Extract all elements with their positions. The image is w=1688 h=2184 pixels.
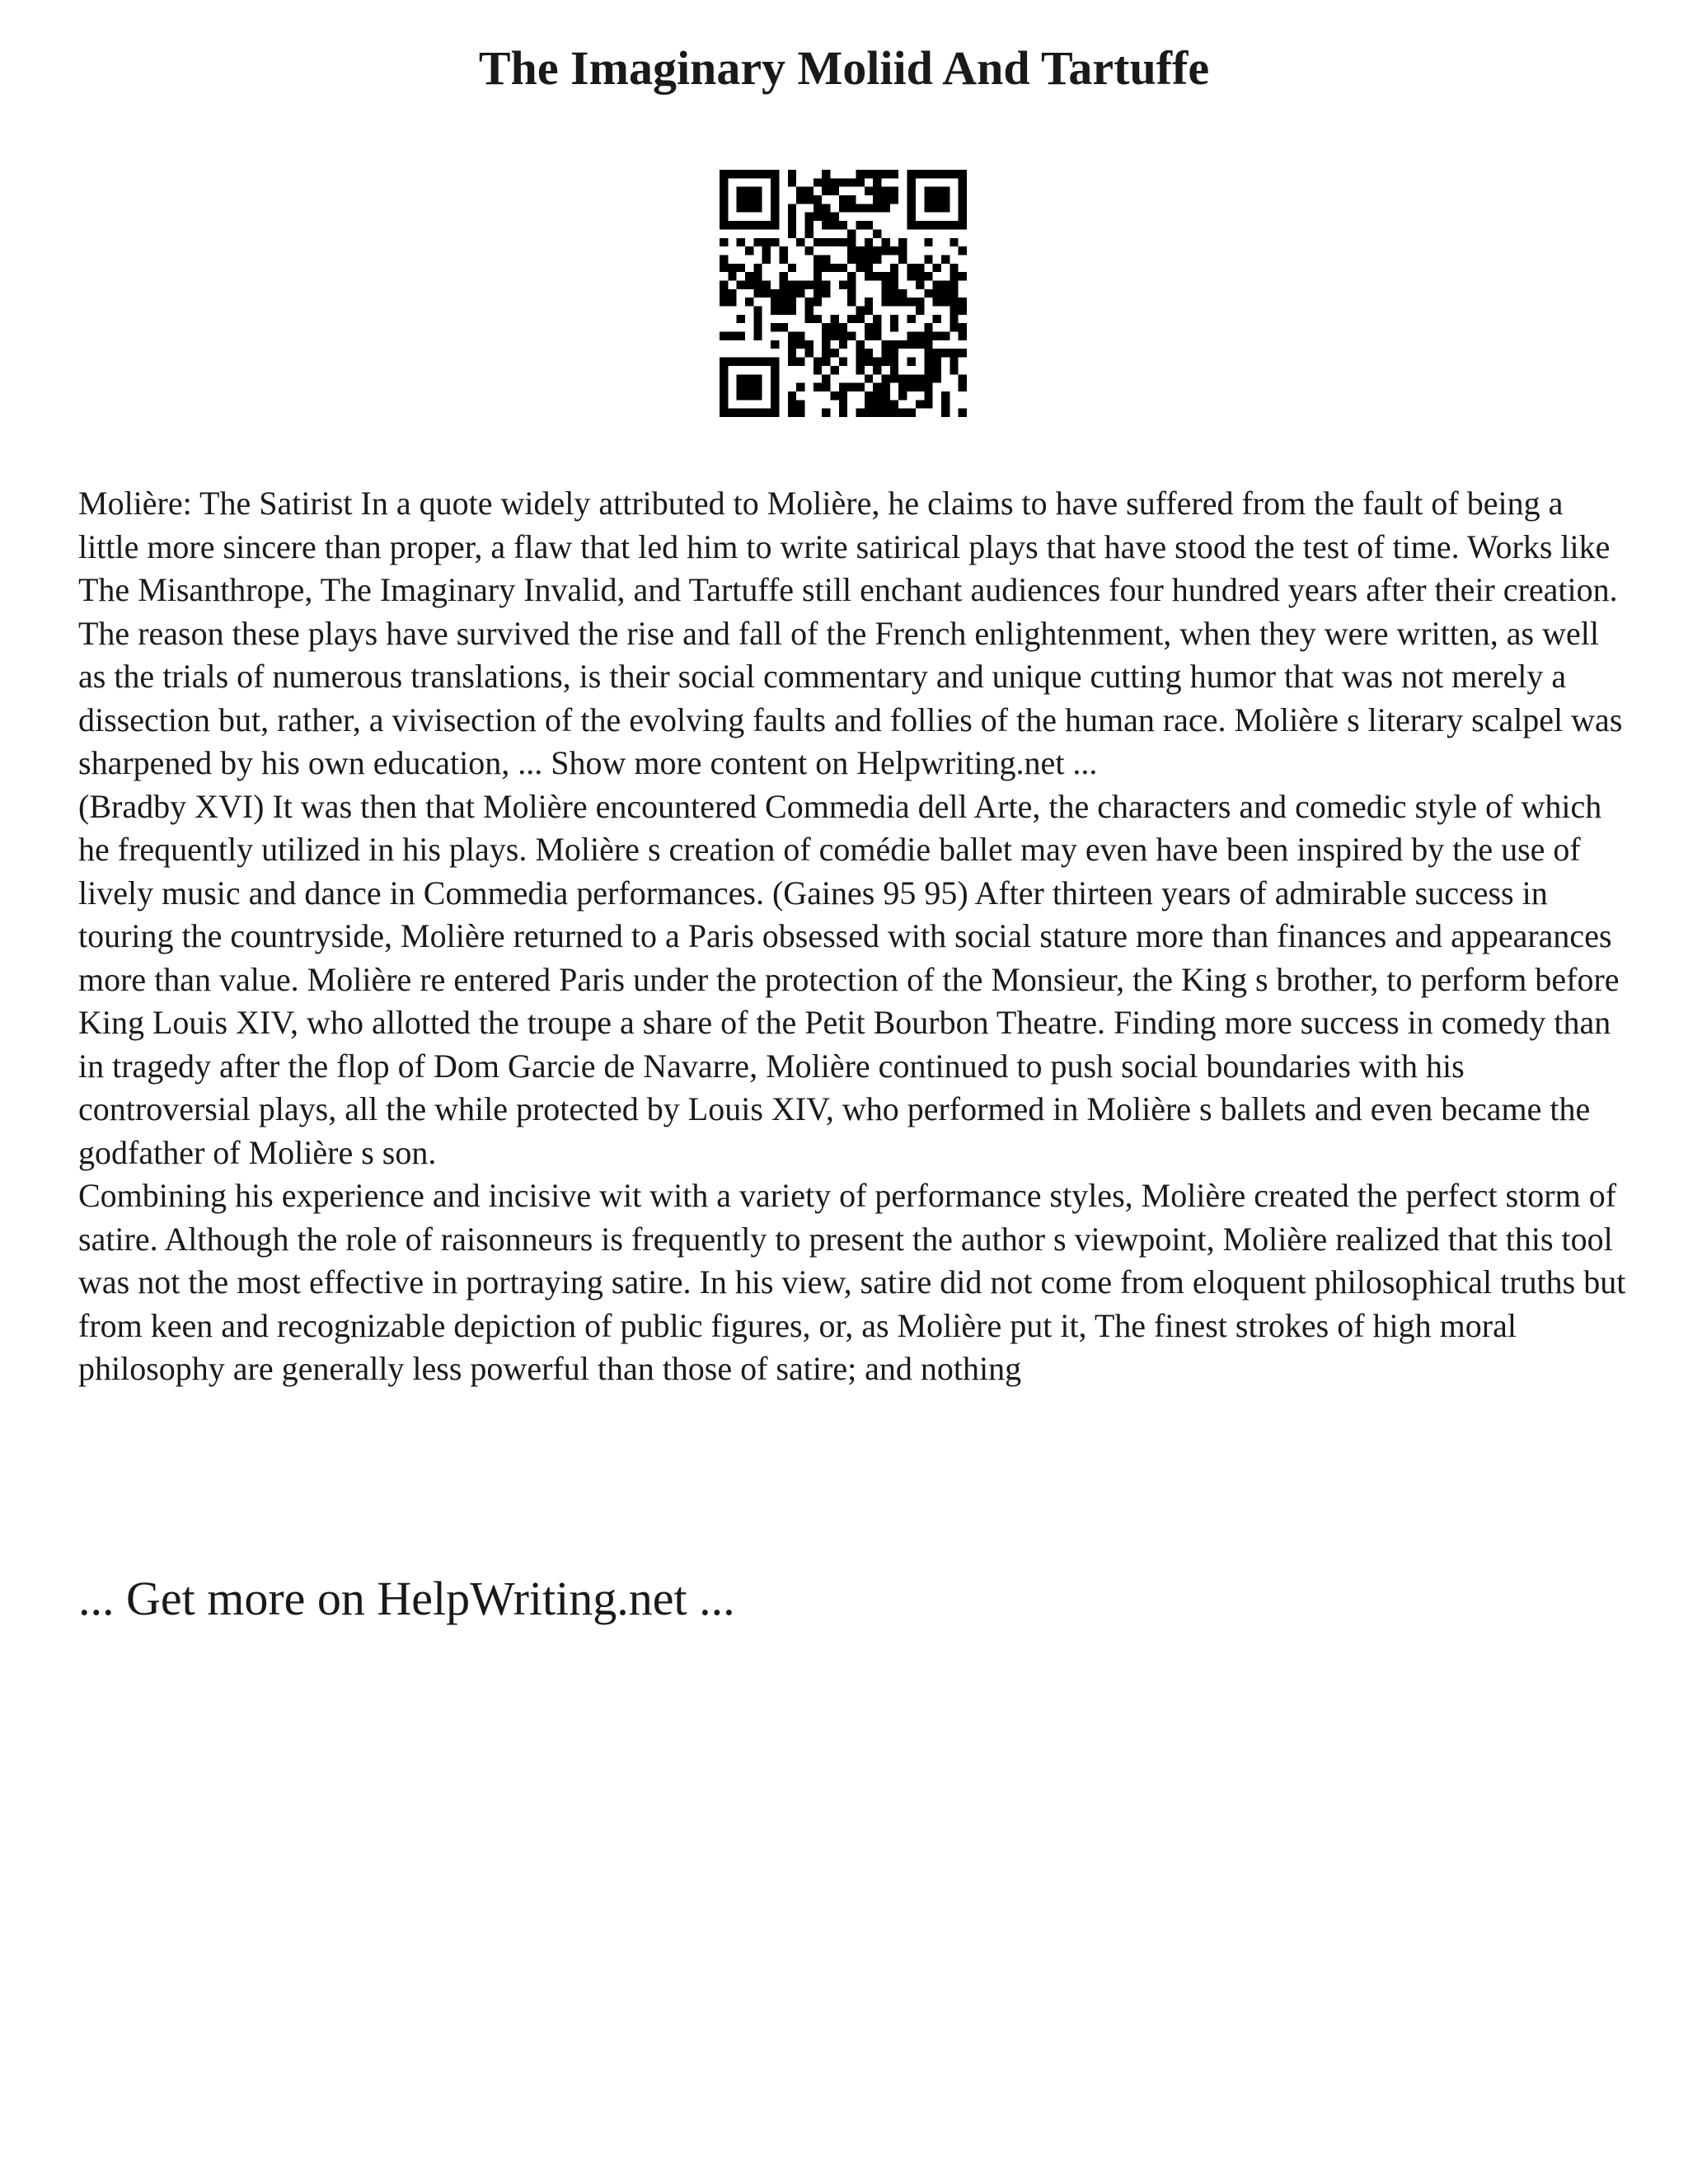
document-title: The Imaginary Moliid And Tartuffe (478, 41, 1210, 95)
paragraph: Molière: The Satirist In a quote widely attributed to Molière, he claims to have suffered from the fault of being a little more sincere than proper, a flaw that led him to write satirical plays that have stood the test of time. Works like The Misanthrope, The Imaginary Invalid, and Tartuffe still enchant audiences four hundred years after their creation. The reason these plays have survived the rise and fall of the French enlightenment, when they were written, as well as the trials of numerous translations, is their social commentary and unique cutting humor that was not merely a dissection but, rather, a vivisection of the evolving faults and follies of the human race. Molière s literary scalpel was sharpened by his own education, ... Show more content on Helpwriting.net ... (78, 485, 1623, 781)
qr-code-icon[interactable] (720, 170, 967, 417)
paragraph: Combining his experience and incisive wit with a variety of performance styles, Molière created the perfect storm of satire. Although the role of raisonneurs is frequently to present the author s viewpoint, Molière realized that this tool was not the most effective in portraying satire. In his view, satire did not come from eloquent philosophical truths but from keen and recognizable depiction of public figures, or, as Molière put it, The finest strokes of high moral philosophy are generally less powerful than those of satire; and nothing (78, 1177, 1626, 1387)
article-body (78, 482, 1628, 1391)
get-more-link[interactable]: ... Get more on HelpWriting.net ... (78, 1572, 735, 1625)
qr-code-graphic (720, 170, 967, 417)
paragraph: (Bradby XVI) It was then that Molière encountered Commedia dell Arte, the characters and comedic style of which he frequently utilized in his plays. Molière s creation of comédie ballet may even have been inspired by the use of lively music and dance in Commedia performances. (Gaines 95 95) After thirteen years of admirable success in touring the countryside, Molière returned to a Paris obsessed with social stature more than finances and appearances more than value. Molière re entered Paris under the protection of the Monsieur, the King s brother, to perform before King Louis XIV, who allotted the troupe a share of the Petit Bourbon Theatre. Finding more success in comedy than in tragedy after the flop of Dom Garcie de Navarre, Molière continued to push social boundaries with his controversial plays, all the while protected by Louis XIV, who performed in Molière s ballets and even became the godfather of Molière s son. (78, 787, 1620, 1171)
